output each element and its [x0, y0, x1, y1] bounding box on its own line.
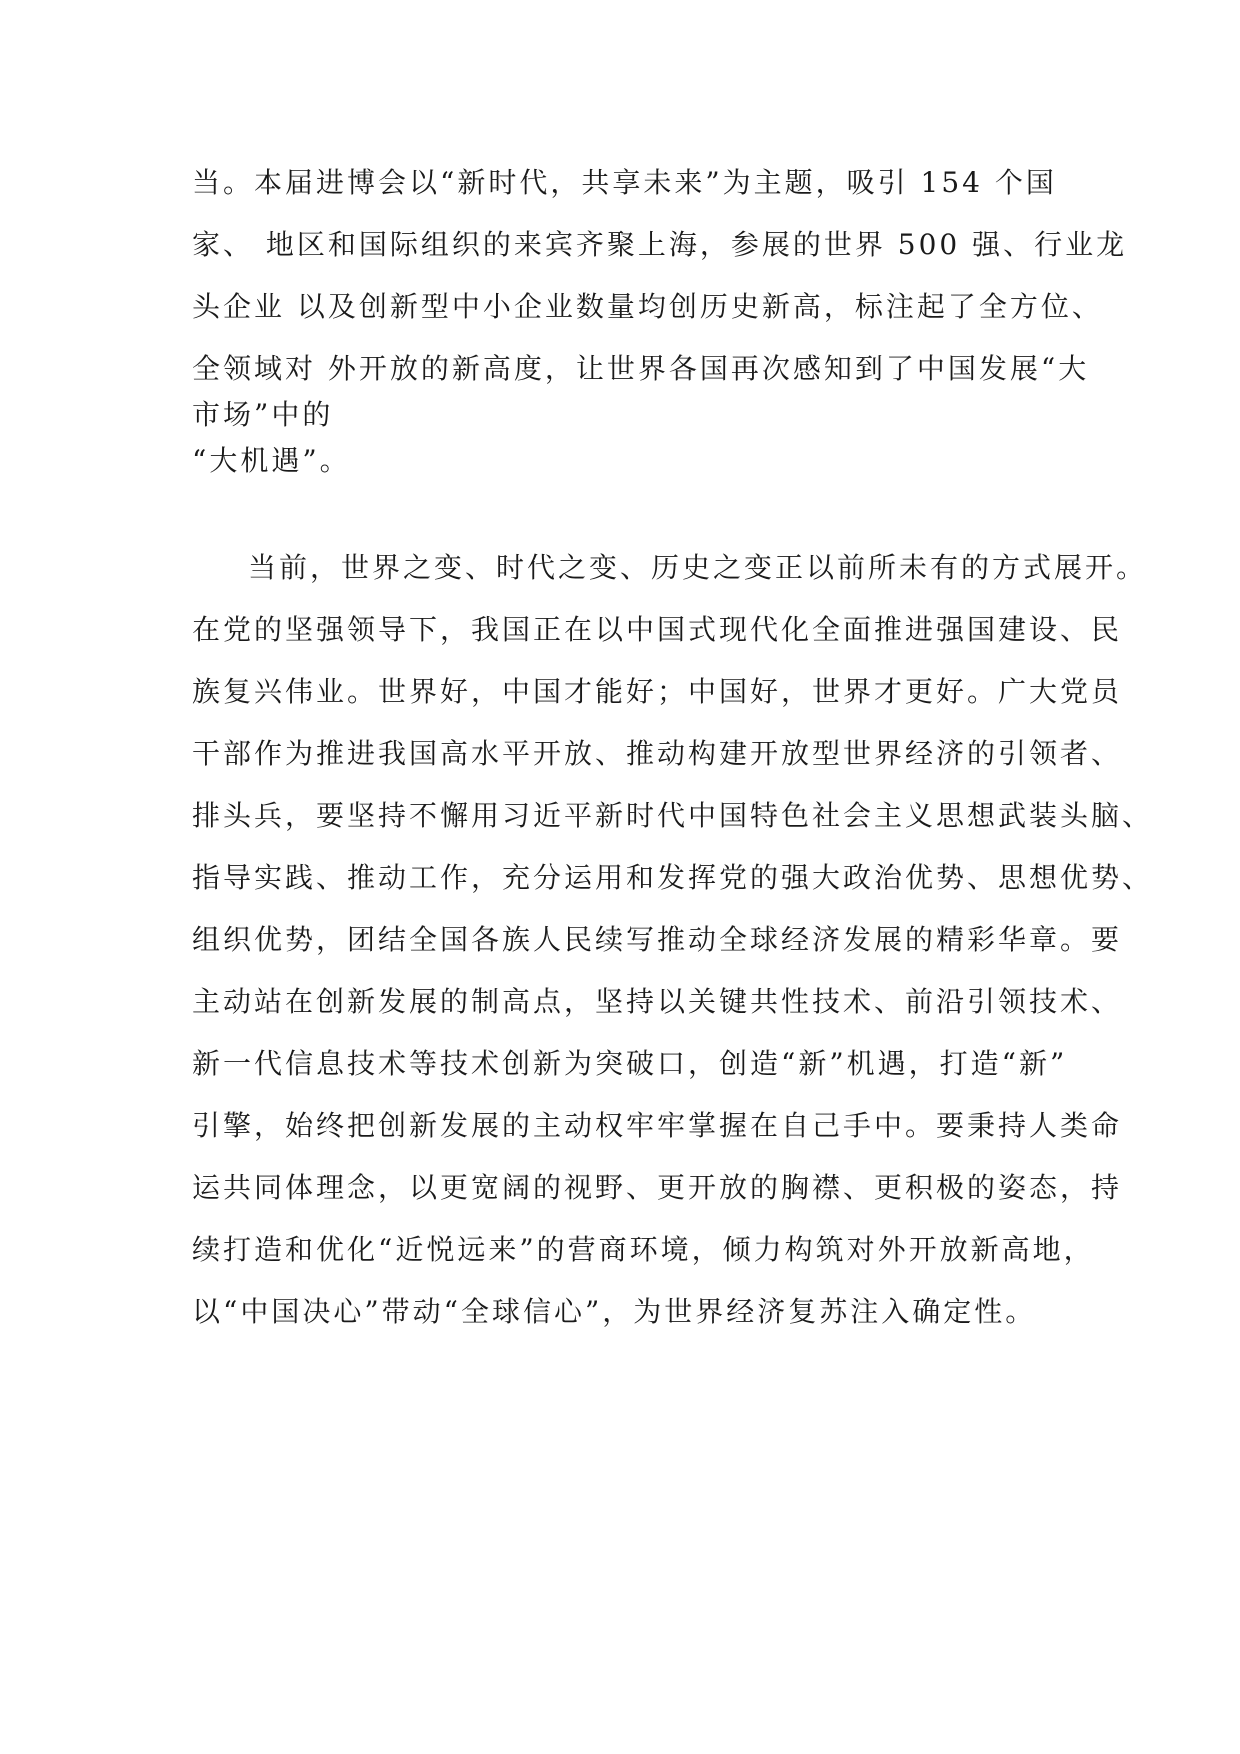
paragraph-line: “大机遇”。: [192, 444, 351, 477]
paragraph-line: 运共同体理念，以更宽阔的视野、更开放的胸襟、更积极的姿态，持: [192, 1171, 1123, 1204]
paragraph-line: 当。本届进博会以“新时代，共享未来”为主题，吸引 154 个国: [192, 166, 1057, 199]
paragraph-line: 在党的坚强领导下，我国正在以中国式现代化全面推进强国建设、民: [192, 613, 1123, 646]
paragraph-line: 以“中国决心”带动“全球信心”，为世界经济复苏注入确定性。: [192, 1295, 1037, 1328]
paragraph-line: 指导实践、推动工作，充分运用和发挥党的强大政治优势、思想优势、: [192, 861, 1154, 894]
paragraph-line: 引擎，始终把创新发展的主动权牢牢掌握在自己手中。要秉持人类命: [192, 1109, 1123, 1142]
paragraph-line: 全领域对 外开放的新高度，让世界各国再次感知到了中国发展“大: [192, 352, 1090, 385]
paragraph-line: 头企业 以及创新型中小企业数量均创历史新高，标注起了全方位、: [192, 290, 1103, 323]
paragraph-line: 新一代信息技术等技术创新为突破口，创造“新”机遇，打造“新”: [192, 1047, 1068, 1080]
paragraph-line: 族复兴伟业。世界好，中国才能好；中国好，世界才更好。广大党员: [192, 675, 1123, 708]
paragraph-line: 当前，世界之变、时代之变、历史之变正以前所未有的方式展开。: [248, 551, 1148, 584]
paragraph-line: 排头兵，要坚持不懈用习近平新时代中国特色社会主义思想武装头脑、: [192, 799, 1154, 832]
paragraph-line: 续打造和优化“近悦远来”的营商环境，倾力构筑对外开放新高地，: [192, 1233, 1095, 1266]
paragraph-line: 市场”中的: [192, 398, 334, 431]
paragraph-line: 干部作为推进我国高水平开放、推动构建开放型世界经济的引领者、: [192, 737, 1123, 770]
paragraph-line: 主动站在创新发展的制高点，坚持以关键共性技术、前沿引领技术、: [192, 985, 1123, 1018]
paragraph-line: 组织优势，团结全国各族人民续写推动全球经济发展的精彩华章。要: [192, 923, 1123, 956]
paragraph-line: 家、 地区和国际组织的来宾齐聚上海，参展的世界 500 强、行业龙: [192, 228, 1128, 261]
